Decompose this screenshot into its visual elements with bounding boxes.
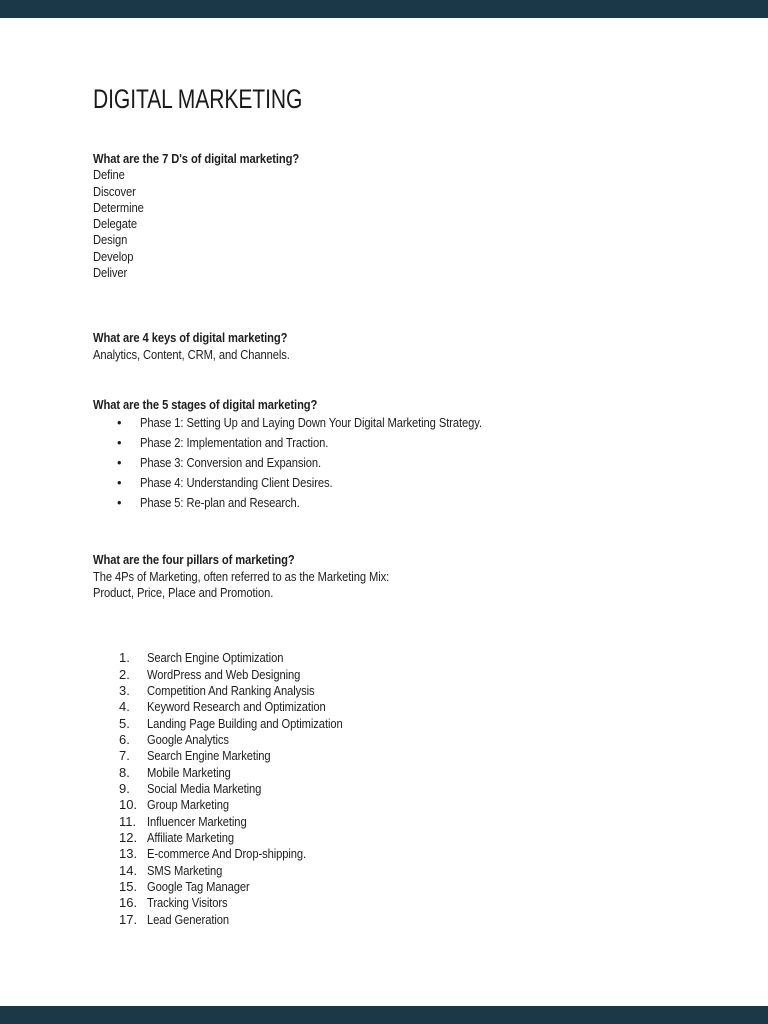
item-text: WordPress and Web Designing bbox=[147, 666, 301, 682]
item-number: 10. bbox=[119, 797, 138, 813]
numbered-item bbox=[93, 781, 733, 797]
section-lines bbox=[93, 347, 733, 363]
text-line: The 4Ps of Marketing, often referred to as the Marketing Mix: bbox=[93, 568, 390, 584]
viewer-bottom-bar bbox=[0, 1006, 768, 1024]
numbered-item bbox=[93, 732, 733, 748]
item-text: Landing Page Building and Optimization bbox=[147, 715, 343, 731]
item-number: 7. bbox=[119, 748, 130, 764]
text-line: Product, Price, Place and Promotion. bbox=[93, 584, 274, 600]
item-number: 5. bbox=[119, 715, 130, 731]
text-line: Determine bbox=[93, 199, 144, 215]
item-number: 17. bbox=[119, 911, 138, 927]
item-text: Search Engine Marketing bbox=[147, 748, 271, 764]
viewer-top-bar bbox=[0, 0, 768, 18]
item-number: 16. bbox=[119, 895, 138, 911]
bullet-item bbox=[93, 473, 733, 493]
bullet-text: Phase 4: Understanding Client Desires. bbox=[140, 475, 333, 491]
text-line: Delegate bbox=[93, 216, 138, 232]
bullet-item bbox=[93, 493, 733, 513]
bullet-text: Phase 5: Re-plan and Research. bbox=[140, 495, 300, 511]
numbered-item bbox=[93, 716, 733, 732]
text-line: Discover bbox=[93, 183, 136, 199]
bullet-icon: • bbox=[117, 435, 122, 451]
bullet-item bbox=[93, 433, 733, 453]
section-lines bbox=[93, 569, 733, 602]
bullet-icon: • bbox=[117, 495, 122, 511]
bullet-icon: • bbox=[117, 415, 122, 431]
item-text: Tracking Visitors bbox=[147, 895, 228, 911]
numbered-item bbox=[93, 699, 733, 715]
item-text: E-commerce And Drop-shipping. bbox=[147, 846, 307, 862]
item-number: 11. bbox=[119, 813, 137, 829]
item-text: Mobile Marketing bbox=[147, 764, 231, 780]
bullet-item bbox=[93, 453, 733, 473]
numbered-item bbox=[93, 912, 733, 928]
numbered-item bbox=[93, 667, 733, 683]
item-text: Keyword Research and Optimization bbox=[147, 699, 326, 715]
item-number: 14. bbox=[119, 862, 138, 878]
text-line: Deliver bbox=[93, 265, 128, 281]
item-number: 13. bbox=[119, 846, 138, 862]
text-line: Analytics, Content, CRM, and Channels. bbox=[93, 346, 290, 362]
item-number: 8. bbox=[119, 764, 130, 780]
numbered-item bbox=[93, 765, 733, 781]
item-number: 2. bbox=[119, 666, 130, 682]
numbered-item bbox=[93, 683, 733, 699]
item-text: Google Analytics bbox=[147, 731, 229, 747]
numbered-item bbox=[93, 895, 733, 911]
item-text: SMS Marketing bbox=[147, 862, 223, 878]
item-number: 6. bbox=[119, 731, 130, 747]
section-7ds bbox=[93, 151, 733, 281]
item-number: 9. bbox=[119, 780, 130, 796]
section-heading: What are 4 keys of digital marketing? bbox=[93, 330, 288, 346]
item-text: Search Engine Optimization bbox=[147, 650, 284, 666]
section-heading: What are the 7 D's of digital marketing? bbox=[93, 151, 300, 166]
item-number: 4. bbox=[119, 699, 130, 715]
document-title bbox=[93, 84, 733, 114]
section-heading: What are the four pillars of marketing? bbox=[93, 552, 295, 568]
numbered-item bbox=[93, 814, 733, 830]
bullet-text: Phase 1: Setting Up and Laying Down Your Digital Marketing Strategy. bbox=[140, 415, 482, 431]
item-number: 3. bbox=[119, 682, 130, 698]
bullet-text: Phase 2: Implementation and Traction. bbox=[140, 435, 329, 451]
bullet-icon: • bbox=[117, 475, 122, 491]
item-number: 15. bbox=[119, 878, 138, 894]
numbered-item bbox=[93, 846, 733, 862]
item-text: Social Media Marketing bbox=[147, 780, 262, 796]
numbered-item bbox=[93, 748, 733, 764]
item-text: Group Marketing bbox=[147, 797, 229, 813]
text-line: Develop bbox=[93, 248, 134, 264]
text-line: Define bbox=[93, 167, 125, 183]
section-heading: What are the 5 stages of digital marketing? bbox=[93, 396, 318, 412]
marketing-topics-list bbox=[93, 650, 733, 928]
item-text: Competition And Ranking Analysis bbox=[147, 682, 315, 698]
section-lines bbox=[93, 167, 733, 281]
bullet-item bbox=[93, 413, 733, 433]
section-4keys bbox=[93, 330, 733, 363]
item-text: Lead Generation bbox=[147, 911, 230, 927]
item-text: Google Tag Manager bbox=[147, 878, 250, 894]
numbered-item bbox=[93, 879, 733, 895]
item-text: Affiliate Marketing bbox=[147, 829, 235, 845]
text-line: Design bbox=[93, 232, 128, 248]
section-pillars bbox=[93, 552, 733, 601]
document-title-text: DIGITAL MARKETING bbox=[93, 84, 303, 114]
section-5stages bbox=[93, 397, 733, 513]
numbered-item bbox=[93, 797, 733, 813]
item-number: 12. bbox=[119, 829, 138, 845]
item-text: Influencer Marketing bbox=[147, 813, 247, 829]
numbered-item bbox=[93, 650, 733, 666]
item-number: 1. bbox=[119, 650, 130, 666]
document-body bbox=[93, 0, 733, 928]
numbered-item bbox=[93, 863, 733, 879]
section-bullets bbox=[93, 413, 733, 513]
numbered-item bbox=[93, 830, 733, 846]
bullet-text: Phase 3: Conversion and Expansion. bbox=[140, 455, 322, 471]
bullet-icon: • bbox=[117, 455, 122, 471]
